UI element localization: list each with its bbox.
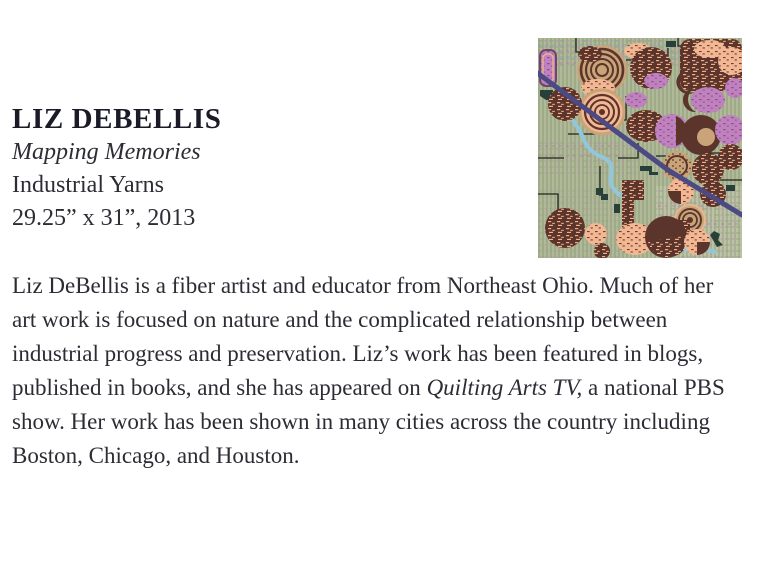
artwork-image (538, 38, 742, 258)
artwork-medium: Industrial Yarns (12, 172, 165, 198)
bio-segment: Liz DeBellis is a fiber artist and educator from Northeast Ohio. Much of her art work is focused on nature and the complicated relationship between industrial progress and preservation. Liz’s work has been featured in blogs, published in books, and she has appeared on (12, 273, 714, 400)
artwork-title: Mapping Memories (12, 139, 201, 165)
quilt-artwork-svg (538, 38, 742, 258)
bio-segment: a national PBS show. Her work has been shown in many cities across the country including Boston, Chicago, and Houston. (12, 375, 725, 468)
artist-bio (12, 269, 726, 473)
artwork-dimensions: 29.25” x 31”, 2013 (12, 205, 196, 231)
bio-segment: Quilting Arts TV, (426, 375, 583, 400)
artist-name: LIZ DEBELLIS (12, 103, 222, 135)
artist-info-block (12, 103, 222, 235)
